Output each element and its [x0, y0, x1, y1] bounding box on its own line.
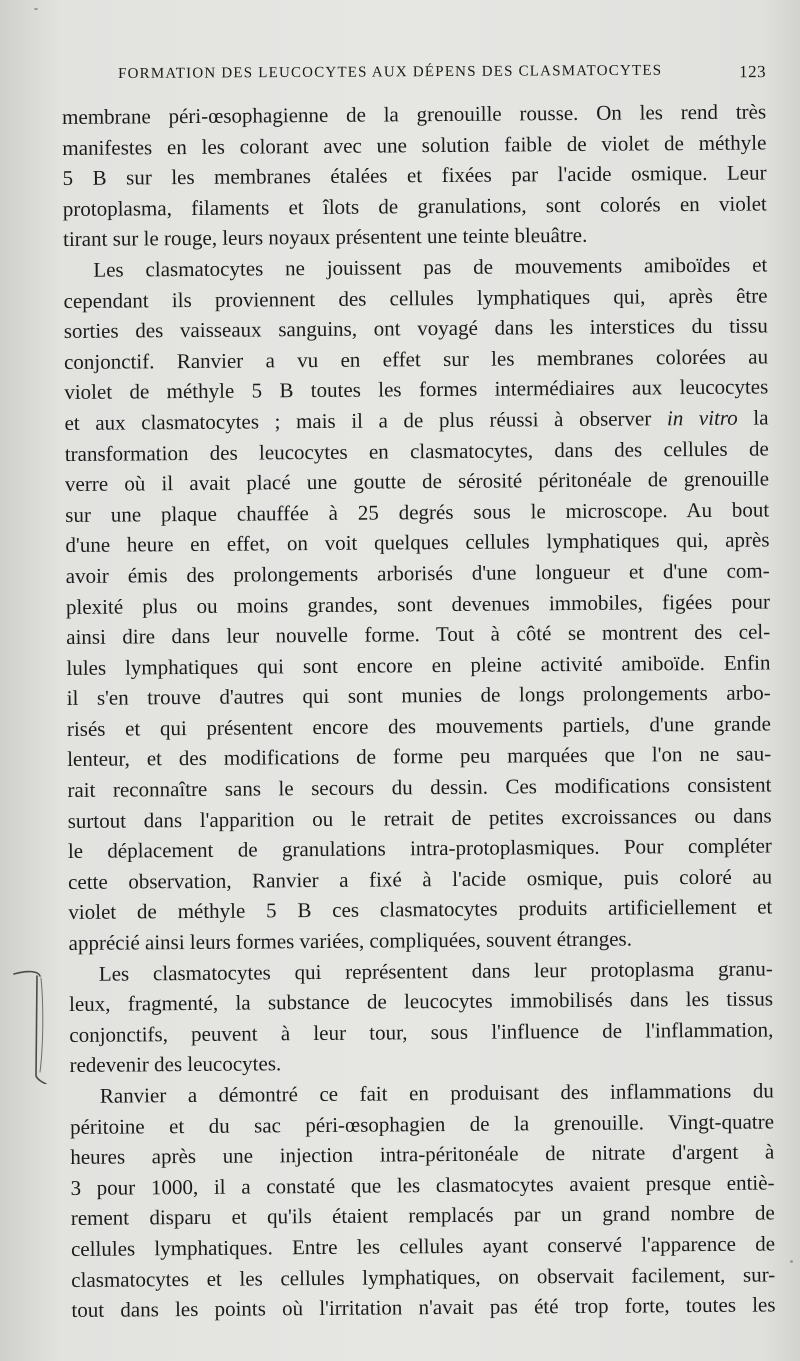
- paragraph-2: [63, 249, 773, 958]
- text-line: cellules lymphatiques. Entre les cellules ayant conservé l'apparence de: [70, 1231, 776, 1261]
- text-line: cette observation, Ranvier a fixé à l'acide osmique, puis coloré au: [68, 864, 773, 894]
- paper-speck: [790, 1260, 793, 1263]
- page-number: 123: [738, 62, 767, 82]
- text-line: membrane péri-œsophagienne de la grenouille rousse. On les rend très: [62, 99, 767, 129]
- text-line: sorties des vaisseaux sanguins, ont voyagé dans les interstices du tissu: [63, 313, 768, 344]
- text-line: le déplacement de granulations intra-protoplasmiques. Pour compléter: [67, 833, 772, 864]
- text-line: surtout dans l'apparition ou le retrait de petites excroissances ou dans: [67, 803, 772, 833]
- text-line: redevenir des leucocytes.: [69, 1051, 282, 1078]
- text-line: cependant ils proviennent des cellules lymphatiques qui, après être: [63, 283, 768, 313]
- text-line: ainsi dire dans leur nouvelle forme. Tout à côté se montrent des cel-: [66, 619, 771, 650]
- text-line: 5 B sur les membranes étalées et fixées par l'acide osmique. Leur: [62, 160, 767, 191]
- line-text: la: [753, 405, 769, 430]
- text-line: 3 pour 1000, il a constaté que les clasmatocytes avaient presque entiè-: [70, 1170, 775, 1200]
- italic-phrase: in vitro: [666, 405, 738, 431]
- text-line-with-italic: [64, 402, 768, 438]
- running-head: [118, 62, 770, 90]
- text-line: violet de méthyle 5 B ces clasmatocytes produits artificiellement et: [68, 894, 773, 925]
- paper-speck: [34, 8, 38, 10]
- text-line: lenteur, et des modifications de forme peu marquées que l'on ne sau-: [67, 741, 772, 772]
- text-line: manifestes en les colorant avec une solution faible de violet de méthyle: [62, 130, 767, 160]
- text-line: risés et qui présentent encore des mouvements partiels, d'une grande: [66, 711, 771, 741]
- text-line: clasmatocytes et les cellules lymphatiques, on observait facilement, sur-: [71, 1261, 776, 1292]
- text-line: conjonctifs, peuvent à leur tour, sous l'influence de l'inflammation,: [69, 1017, 774, 1047]
- text-line: conjonctif. Ranvier a vu en effet sur les membranes colorées au: [63, 344, 769, 374]
- text-line: verre où il avait placé une goutte de sérosité péritonéale de grenouille: [64, 466, 770, 497]
- text-line: avoir émis des prolongements arborisés d'une longueur et d'une com-: [65, 558, 770, 588]
- paragraph-1: [62, 96, 767, 254]
- text-line: violet de méthyle 5 B toutes les formes intermédiaires aux leucocytes: [64, 374, 769, 405]
- text-line: Les clasmatocytes qui représentent dans leur protoplasma granu-: [98, 956, 773, 986]
- text-line: rait reconnaître sans le secours du dessin. Ces modifications consistent: [67, 772, 772, 803]
- paragraph-3: [69, 953, 774, 1081]
- text-line: Ranvier a démontré ce fait en produisant des inflammations du: [99, 1078, 774, 1108]
- text-line: Les clasmatocytes ne jouissent pas de mouvements amiboïdes et: [93, 252, 768, 282]
- text-line: il s'en trouve d'autres qui sont munies de longs prolongements arbo-: [66, 680, 771, 711]
- text-line: leux, fragmenté, la substance de leucocytes immobilisés dans les tissus: [68, 986, 774, 1017]
- text-line: tout dans les points où l'irritation n'avait pas été trop forte, toutes les: [71, 1292, 776, 1323]
- text-line: transformation des leucocytes en clasmatocytes, dans des cellules de: [64, 435, 769, 466]
- text-line: plexité plus ou moins grandes, sont devenues immobiles, figées pour: [65, 588, 771, 619]
- text-line: d'une heure en effet, on voit quelques cellules lymphatiques qui, après: [65, 527, 770, 558]
- text-line: péritoine et du sac péri-œsophagien de la grenouille. Vingt-quatre: [69, 1109, 775, 1139]
- line-text: et aux clasmatocytes ; mais il a de plus réussi à observer: [64, 406, 652, 435]
- body-text: [62, 96, 776, 1325]
- text-line: rement disparu et qu'ils étaient remplacés par un grand nombre de: [70, 1200, 775, 1231]
- text-line: lules lymphatiques qui sont encore en pleine activité amiboïde. Enfin: [66, 650, 771, 680]
- text-line: sur une plaque chauffée à 25 degrés sous le microscope. Au bout: [65, 497, 770, 527]
- running-title: FORMATION DES LEUCOCYTES AUX DÉPENS DES CLASMATOCYTES: [118, 62, 663, 82]
- text-line: tirant sur le rouge, leurs noyaux présentent une teinte bleuâtre.: [62, 223, 588, 252]
- text-line: protoplasma, filaments et îlots de granulations, sont colorés en violet: [62, 191, 767, 221]
- paragraph-4: [70, 1075, 776, 1325]
- text-line: heures après une injection intra-péritonéale de nitrate d'argent à: [70, 1139, 775, 1170]
- text-line: apprécié ainsi leurs formes variées, compliquées, souvent étranges.: [68, 926, 632, 956]
- margin-bracket-mark: [10, 968, 50, 1084]
